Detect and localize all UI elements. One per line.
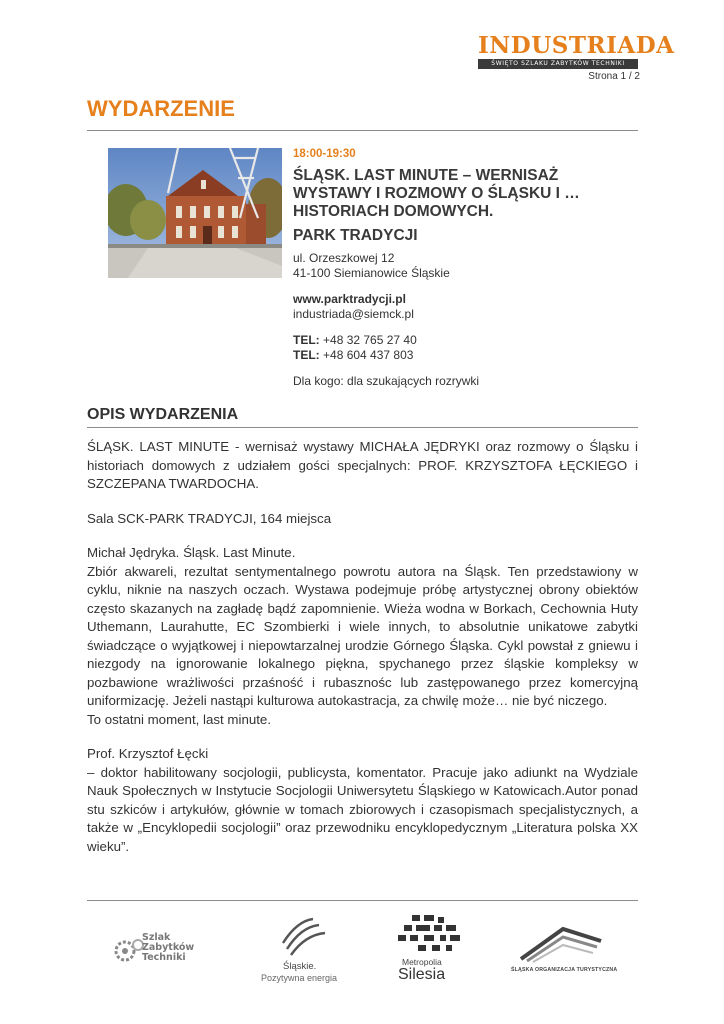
event-phones — [293, 333, 593, 363]
slaska-organizacja-turystyczna-logo: ŚLĄSKA ORGANIZACJA TURYSTYCZNA — [507, 925, 627, 981]
paragraph: Sala SCK-PARK TRADYCJI, 164 miejsca — [87, 510, 332, 526]
industriada-logo — [478, 32, 675, 69]
divider — [87, 427, 638, 428]
gear-icon — [112, 935, 146, 965]
paragraph: To ostatni moment, last minute. — [87, 711, 272, 727]
footer-divider — [87, 900, 638, 901]
logo-title: INDUSTRIADA — [478, 32, 675, 59]
logo-subtitle: ŚWIĘTO SZLAKU ZABYTKÓW TECHNIKI — [478, 59, 638, 69]
footer-logos — [87, 905, 638, 985]
address-line-1: ul. Orzeszkowej 12 — [293, 251, 395, 265]
website-link[interactable]: www.parktradycji.pl — [293, 292, 406, 306]
event-time: 18:00-19:30 — [293, 148, 356, 160]
event-contact — [293, 292, 593, 322]
paragraph: Prof. Krzysztof Łęcki — [87, 746, 209, 761]
email-link[interactable]: industriada@siemck.pl — [293, 307, 414, 321]
phone-number: +48 32 765 27 40 — [319, 333, 417, 347]
paragraph: ŚLĄSK. LAST MINUTE - wernisaż wystawy MICHAŁA JĘDRYKI oraz rozmowy o Śląsku i historiach domowych z udziałem gości specjalnych: PROF. KRZYSZTOFA ŁĘCKIEGO i SZCZEPANA TWARDOCHA. — [87, 439, 638, 491]
wave-icon — [279, 917, 329, 959]
event-address — [293, 251, 593, 281]
event-photo — [108, 148, 282, 278]
phone-1 — [293, 333, 593, 348]
paragraph: Michał Jędryka. Śląsk. Last Minute. — [87, 545, 296, 560]
event-info — [293, 148, 593, 388]
szlak-zabytkow-logo: Szlak Zabytków Techniki — [112, 927, 202, 977]
description-heading: OPIS WYDARZENIA — [87, 406, 239, 423]
page-number: Strona 1 / 2 — [588, 71, 640, 82]
divider — [87, 130, 638, 131]
description-body — [87, 438, 638, 872]
swoosh-icon — [517, 925, 607, 963]
tel-label: TEL: — [293, 348, 320, 362]
phone-2 — [293, 348, 593, 363]
address-line-2: 41-100 Siemianowice Śląskie — [293, 266, 450, 280]
tel-label: TEL: — [293, 333, 320, 347]
phone-number: +48 604 437 803 — [319, 348, 414, 362]
metropolia-silesia-logo: Metropolia Silesia — [392, 915, 472, 985]
pixel-mosaic-icon — [398, 915, 464, 953]
paragraph: – doktor habilitowany socjologii, publicysta, komentator. Pracuje jako adiunkt na Wydziale Nauk Społecznych w Instytucie Socjologii Uniwersytetu Śląskiego w Katowicach.Autor ponad stu szkiców i artykułów, głównie w tomach zbiorowych i czasopismach specjalistycznych, a także w „Encyklopedii socjologii” oraz przewodniku encyklopedycznym „Literatura polska XX wieku”. — [87, 764, 638, 854]
event-title: ŚLĄSK. LAST MINUTE – WERNISAŻ WYSTAWY I ROZMOWY O ŚLĄSKU I …HISTORIACH DOMOWYCH. — [293, 167, 580, 220]
paragraph: Zbiór akwareli, rezultat sentymentalnego powrotu autora na Śląsk. Ten przedstawiony w cyklu, niknie na naszych oczach. Wystawa podejmuje próbę artystycznej obrony obiektów często skazanych na zagładę bądź zapomnienie. Wieża wodna w Borkach, Cechownia Huty Uthemann, Laurahutte, EC Szombierki i wiele innych, to absolutnie unikatowe zabytki świadczące o wyjątkowej i niepowtarzalnej urodzie Górnego Śląska. Cykl powstał z gniewu i niezgody na ignorowanie lokalnego piękna, spychanego przez śląskie kompleksy w pozbawione wrażliwości przaśność i rubasznośc lub zastępowanego przez komercyjną uniformizację. Jeżeli nastąpi kulturowa autokastracja, za chwilę może… nie być niczego. — [87, 563, 638, 708]
event-venue: PARK TRADYCJI — [293, 227, 418, 244]
event-audience: Dla kogo: dla szukających rozrywki — [293, 374, 480, 388]
slaskie-logo: Śląskie. Pozytywna energia — [257, 917, 352, 985]
page-title: WYDARZENIE — [87, 96, 235, 121]
